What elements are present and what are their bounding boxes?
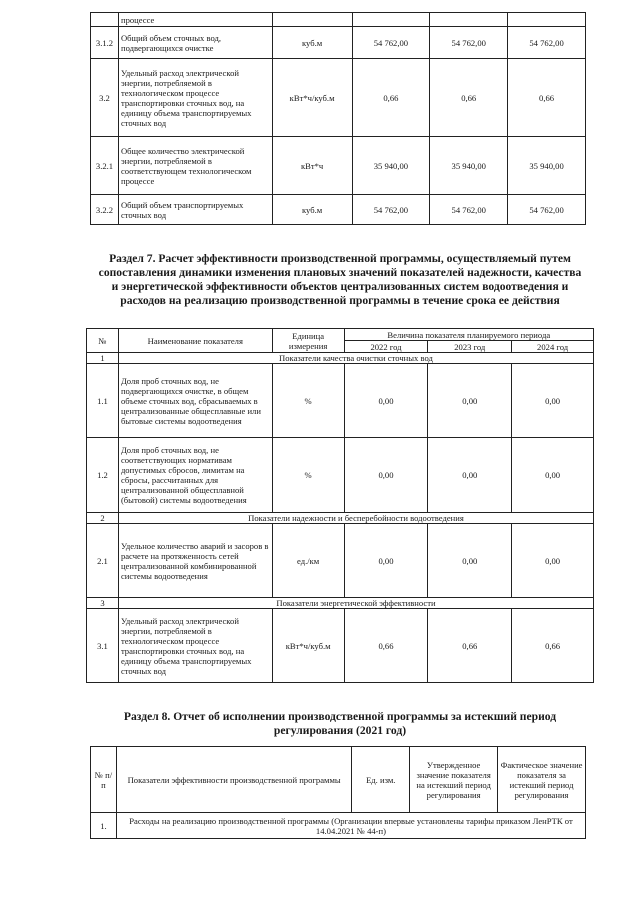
table-row: 1.2 Доля проб сточных вод, не соответствующих нормативам допустимых сбросов, лимитам на сбросы, рассчитанных для централизованной общесплавной (бытовой) системы водоотведения % 0,00 0,00 0,00 [87,438,594,513]
table-row: 3.2.1 Общее количество электрической энергии, потребляемой в соответствующем технологическом процессе кВт*ч 35 940,00 35 940,00 35 940,00 [91,137,586,195]
table-header-row: № Наименование показателя Единица измерения Величина показателя планируемого периода [87,329,594,341]
table-row: процессе [91,13,586,27]
table-row: 3.2.2 Общий объем транспортируемых сточных вод куб.м 54 762,00 54 762,00 54 762,00 [91,195,586,225]
table-header-row: 2022 год 2023 год 2024 год [87,341,594,353]
table-row: 3.1 Удельный расход электрической энергии, потребляемой в технологическом процессе транспортировки сточных вод, на единицу объема транспортируемых сточных вод кВт*ч/куб.м 0,66 0,66 0,66 [87,609,594,683]
section-7-heading: Раздел 7. Расчет эффективности производственной программы, осуществляемый путем сопоставления динамики изменения плановых значений показателей надежности, качества и энергетической эффективности объектов централизованных систем водоотведения и расходов на реализацию производственной программы в течение срока ее действия [98,252,582,307]
group-row: 1 Показатели качества очистки сточных вод [87,353,594,364]
group-row: 3 Показатели энергетической эффективности [87,598,594,609]
table-row: 3.1.2 Общий объем сточных вод, подвергающихся очистке куб.м 54 762,00 54 762,00 54 762,00 [91,27,586,59]
efficiency-calculation-table [86,328,594,683]
group-row: 2 Показатели надежности и бесперебойности водоотведения [87,513,594,524]
section-8-heading: Раздел 8. Отчет об исполнении производственной программы за истекший период регулирования (2021 год) [123,710,557,737]
table-row: 2.1 Удельное количество аварий и засоров в расчете на протяженность сетей централизованной комбинированной системы водоотведения ед./км 0,00 0,00 0,00 [87,524,594,598]
table-row: 1.1 Доля проб сточных вод, не подвергающихся очистке, в общем объеме сточных вод, сбрасываемых в централизованные общесплавные или бытовые системы водоотведения % 0,00 0,00 0,00 [87,364,594,438]
table-row: 1. Расходы на реализацию производственной программы (Организации впервые установлены тарифы приказом ЛенРТК от 14.04.2021 № 44-п) [91,813,586,839]
program-report-table [90,746,586,839]
table-header-row: № п/п Показатели эффективности производственной программы Ед. изм. Утвержденное значение показателя на истекший период регулирования Фактическое значение показателя за истекший период регулирования [91,747,586,813]
indicators-continuation-table [90,12,586,225]
table-row: 3.2 Удельный расход электрической энергии, потребляемой в технологическом процессе транспортировки сточных вод, на единицу объема транспортируемых сточных вод кВт*ч/куб.м 0,66 0,66 0,66 [91,59,586,137]
